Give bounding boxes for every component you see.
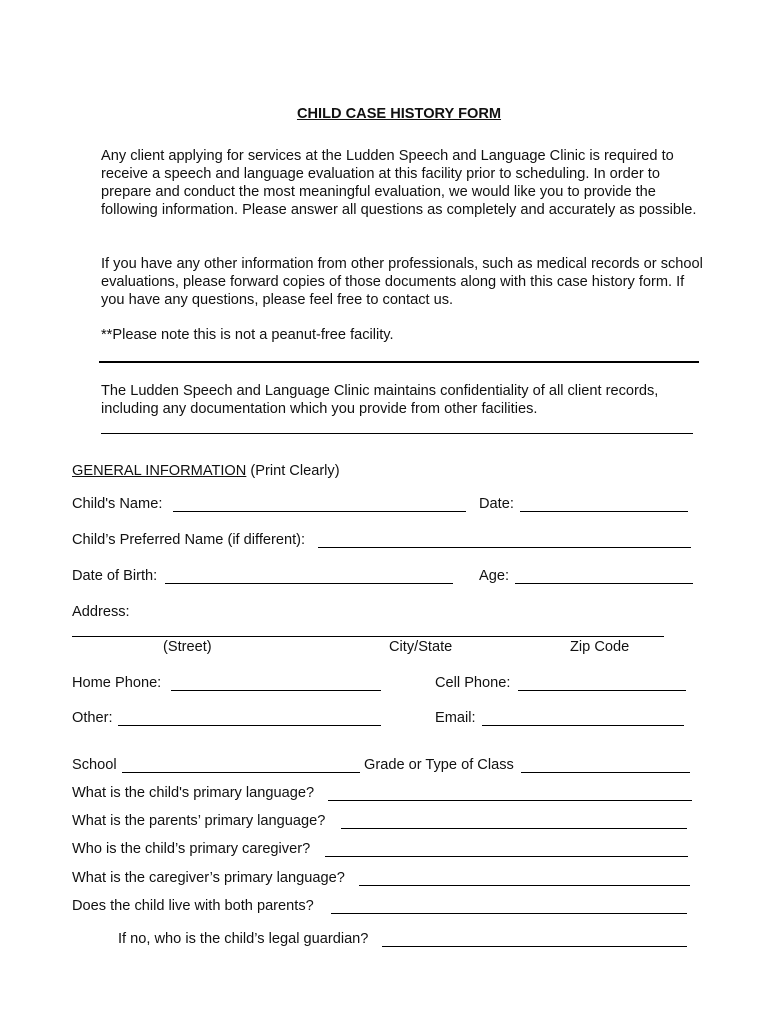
street-caption: (Street) <box>163 639 212 655</box>
intro-paragraph-1: Any client applying for services at the Ludden Speech and Language Clinic is required to receive a speech and language evaluation at this facility prior to scheduling. In order to prepare and conduct the most meaningful evaluation, we would like you to provide the following information. Please answer all questions as completely and accurately as possible. <box>101 148 697 218</box>
age-field[interactable] <box>515 583 693 584</box>
general-info-heading: GENERAL INFORMATION <box>72 463 247 479</box>
caregiver-label: Who is the child’s primary caregiver? <box>72 841 311 857</box>
section-divider <box>99 361 699 363</box>
guardian-label: If no, who is the child’s legal guardian? <box>118 931 369 947</box>
age-label: Age: <box>479 568 510 584</box>
caregiver-language-field[interactable] <box>359 885 690 886</box>
dob-label: Date of Birth: <box>72 568 158 584</box>
both-parents-field[interactable] <box>331 913 687 914</box>
grade-label: Grade or Type of Class <box>364 757 514 773</box>
intro-paragraph-2: If you have any other information from other professionals, such as medical records or school evaluations, please forward copies of those documents along with this case history form. If you have any questions, please feel free to contact us. <box>101 256 703 308</box>
other-label: Other: <box>72 710 113 726</box>
caregiver-language-label: What is the caregiver’s primary language? <box>72 870 345 886</box>
childs-name-field[interactable] <box>173 511 466 512</box>
peanut-note: **Please note this is not a peanut-free facility. <box>101 327 394 343</box>
childs-name-label: Child's Name: <box>72 496 163 512</box>
guardian-field[interactable] <box>382 946 687 947</box>
dob-field[interactable] <box>165 583 453 584</box>
other-field[interactable] <box>118 725 381 726</box>
date-label: Date: <box>479 496 514 512</box>
city-state-caption: City/State <box>389 639 453 655</box>
preferred-name-field[interactable] <box>318 547 691 548</box>
child-language-label: What is the child's primary language? <box>72 785 315 801</box>
confidentiality-divider <box>101 433 693 434</box>
date-field[interactable] <box>520 511 688 512</box>
child-language-field[interactable] <box>328 800 692 801</box>
cell-phone-field[interactable] <box>518 690 686 691</box>
school-field[interactable] <box>122 772 360 773</box>
address-label: Address: <box>72 604 130 620</box>
school-label: School <box>72 757 117 773</box>
home-phone-label: Home Phone: <box>72 675 162 691</box>
parent-language-label: What is the parents’ primary language? <box>72 813 326 829</box>
grade-field[interactable] <box>521 772 690 773</box>
caregiver-field[interactable] <box>325 856 688 857</box>
email-field[interactable] <box>482 725 684 726</box>
email-label: Email: <box>435 710 476 726</box>
cell-phone-label: Cell Phone: <box>435 675 511 691</box>
address-field[interactable] <box>72 636 664 637</box>
parent-language-field[interactable] <box>341 828 687 829</box>
form-title: CHILD CASE HISTORY FORM <box>296 106 502 122</box>
print-clearly-note: (Print Clearly) <box>250 463 340 479</box>
confidentiality-statement: The Ludden Speech and Language Clinic maintains confidentiality of all client records, including any documentation which you provide from other facilities. <box>101 383 659 417</box>
both-parents-label: Does the child live with both parents? <box>72 898 314 914</box>
zip-code-caption: Zip Code <box>570 639 630 655</box>
preferred-name-label: Child’s Preferred Name (if different): <box>72 532 306 548</box>
home-phone-field[interactable] <box>171 690 381 691</box>
section-heading <box>72 462 340 480</box>
